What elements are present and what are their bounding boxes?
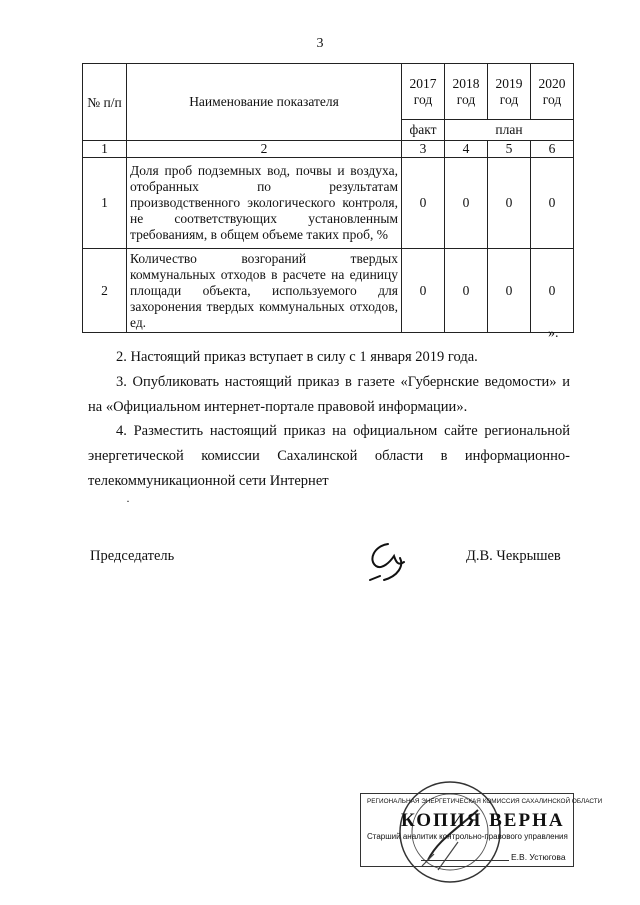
row-indicator-name: Количество возгораний твердых коммунальных отходов в расчете на единицу площади объекта, используемого для захоронения твердых коммунальных отходов, ед. [127,249,402,333]
header-year-2018: 2018 год [445,64,488,120]
table-row [83,158,574,249]
stamp-organization: РЕГИОНАЛЬНАЯ ЭНЕРГЕТИЧЕСКАЯ КОМИССИЯ САХАЛИНСКОЙ ОБЛАСТИ [367,798,603,805]
header-year-2019: 2019 год [488,64,531,120]
row-value: 0 [488,158,531,249]
row-value: 0 [531,249,574,333]
row-value: 0 [445,158,488,249]
col-number: 2 [127,141,402,158]
signatory-name: Д.В. Чекрышев [466,548,561,564]
paragraph-website [88,419,570,494]
certified-copy-stamp [360,793,603,867]
header-indicator-name: Наименование показателя [127,64,402,141]
signatory-title: Председатель [90,548,175,564]
paragraph-website-text: 4. Разместить настоящий приказ на официальном сайте региональной энергетической комиссии Сахалинской области в информационно- [88,423,570,464]
stray-dot: · [126,494,130,508]
paragraph-effective-date: 2. Настоящий приказ вступает в силу с 1 января 2019 года. [116,349,478,365]
header-year-2017: 2017 год [402,64,445,120]
paragraph-website-last-line: телекоммуникационной сети Интернет [88,473,329,489]
col-number: 3 [402,141,445,158]
stamp-role: Старший аналитик контрольно-правового управления [367,832,568,841]
col-number: 5 [488,141,531,158]
col-number: 6 [531,141,574,158]
page-number: 3 [316,36,324,51]
col-number: 4 [445,141,488,158]
col-number: 1 [83,141,127,158]
stamp-name: Е.В. Устюгова [511,852,566,862]
row-value: 0 [402,249,445,333]
table-row [83,249,574,333]
paragraph-publish: 3. Опубликовать настоящий приказ в газете «Губернские ведомости» и на «Официальном интернет-портале правовой информации». [88,374,570,415]
row-value: 0 [531,158,574,249]
row-number: 2 [83,249,127,333]
header-number: № п/п [83,64,127,141]
closing-quote-mark: ». [548,326,559,341]
header-fact: факт [402,120,445,141]
row-value: 0 [402,158,445,249]
header-plan: план [445,120,574,141]
row-value: 0 [445,249,488,333]
indicators-table [82,63,574,333]
header-year-2020: 2020 год [531,64,574,120]
handwritten-signature-icon [360,536,420,586]
stamp-signature-line [421,860,509,861]
row-indicator-name: Доля проб подземных вод, почвы и воздуха, отобранных по результатам производственного экологического контроля, не соответствующих установленным требованиям, в общем объеме таких проб, % [127,158,402,249]
row-value: 0 [488,249,531,333]
row-number: 1 [83,158,127,249]
stamp-copy-verified: КОПИЯ ВЕРНА [401,810,565,831]
